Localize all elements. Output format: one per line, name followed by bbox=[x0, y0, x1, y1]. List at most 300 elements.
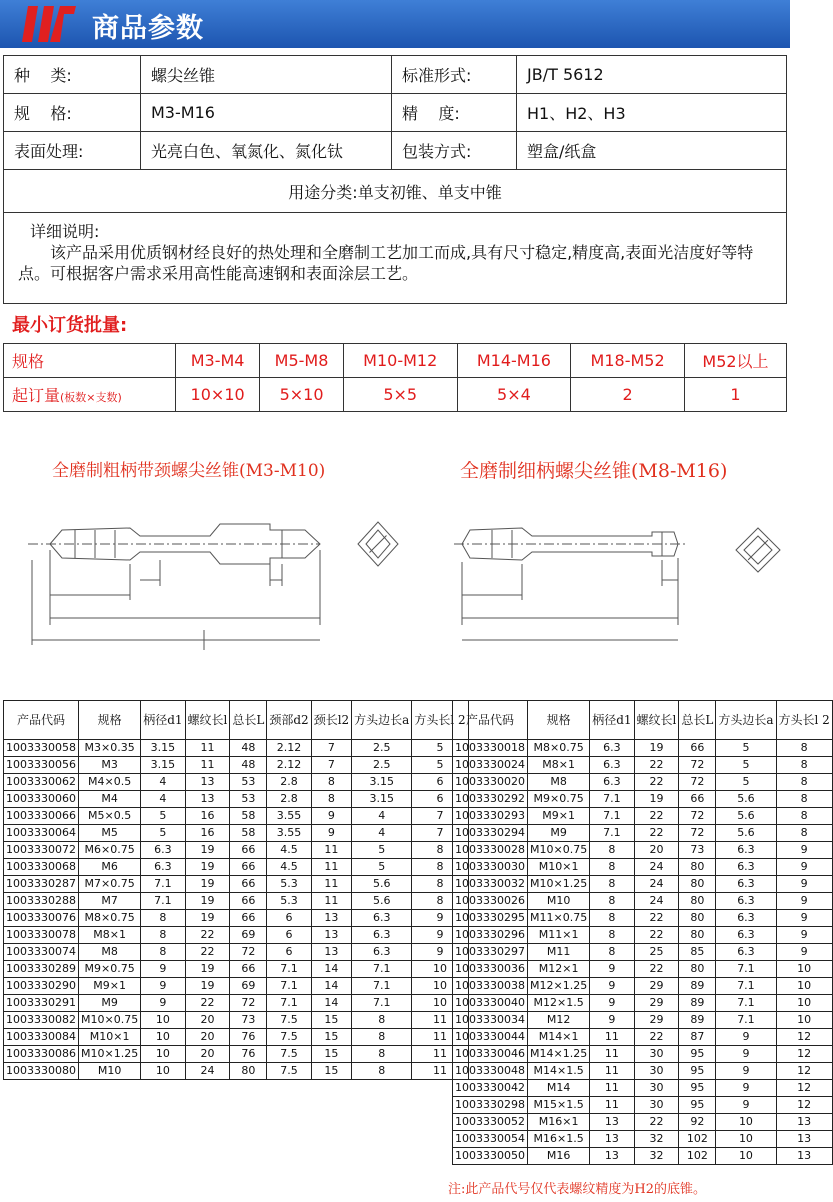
table-cell: 9 bbox=[776, 927, 832, 944]
precision-label: 精 度: bbox=[392, 94, 517, 132]
table-cell: 6.3 bbox=[716, 910, 776, 927]
table-cell: 9 bbox=[776, 842, 832, 859]
table-cell: 5.3 bbox=[267, 876, 311, 893]
table-cell: 9 bbox=[141, 995, 185, 1012]
column-header: 螺纹长l bbox=[634, 701, 679, 740]
table-cell: 11 bbox=[590, 1063, 634, 1080]
min-order-spec-cell: M52以上 bbox=[684, 344, 786, 378]
table-cell: 16 bbox=[185, 825, 230, 842]
table-row bbox=[453, 791, 833, 808]
table-cell: 5 bbox=[141, 825, 185, 842]
table-cell: M9×1 bbox=[528, 808, 590, 825]
table-row bbox=[453, 1046, 833, 1063]
table-cell: M12 bbox=[528, 1012, 590, 1029]
table-cell: 53 bbox=[230, 774, 267, 791]
table-cell: 95 bbox=[679, 1046, 716, 1063]
table-row bbox=[4, 808, 469, 825]
table-cell: 7 bbox=[311, 740, 351, 757]
table-row bbox=[4, 1046, 469, 1063]
column-header: 螺纹长l bbox=[185, 701, 230, 740]
table-cell: M10×1 bbox=[79, 1029, 141, 1046]
table-cell: 8 bbox=[352, 1046, 412, 1063]
table-cell: 11 bbox=[412, 1029, 468, 1046]
table-cell: 95 bbox=[679, 1063, 716, 1080]
table-cell: 1003330060 bbox=[4, 791, 79, 808]
table-row bbox=[4, 893, 469, 910]
table-cell: 7.1 bbox=[352, 995, 412, 1012]
table-cell: 7.1 bbox=[716, 995, 776, 1012]
table-cell: 6 bbox=[267, 944, 311, 961]
min-order-qty-cell: 1 bbox=[684, 378, 786, 412]
table-cell: 29 bbox=[634, 995, 679, 1012]
table-cell: 95 bbox=[679, 1097, 716, 1114]
table-cell: 8 bbox=[412, 876, 468, 893]
table-cell: 4 bbox=[352, 825, 412, 842]
table-cell: M8 bbox=[528, 774, 590, 791]
table-cell: 19 bbox=[185, 910, 230, 927]
table-cell: 1003330030 bbox=[453, 859, 528, 876]
table-cell: 9 bbox=[776, 876, 832, 893]
table-cell: 5 bbox=[352, 842, 412, 859]
min-order-qty-cell: 5×4 bbox=[457, 378, 571, 412]
table-cell: 19 bbox=[185, 842, 230, 859]
table-cell: M16 bbox=[528, 1148, 590, 1165]
table-cell: M9×0.75 bbox=[79, 961, 141, 978]
table-cell: 20 bbox=[185, 1012, 230, 1029]
table-cell: 1003330038 bbox=[453, 978, 528, 995]
table-cell: 4 bbox=[352, 808, 412, 825]
column-header: 总长L bbox=[679, 701, 716, 740]
table-cell: 1003330290 bbox=[4, 978, 79, 995]
table-row bbox=[4, 876, 469, 893]
table-cell: 1003330050 bbox=[453, 1148, 528, 1165]
table-cell: 15 bbox=[311, 1046, 351, 1063]
table-cell: 14 bbox=[311, 978, 351, 995]
table-cell: M7 bbox=[79, 893, 141, 910]
table-cell: 48 bbox=[230, 757, 267, 774]
table-cell: 8 bbox=[141, 927, 185, 944]
table-cell: 2.12 bbox=[267, 757, 311, 774]
table-cell: M10×0.75 bbox=[79, 1012, 141, 1029]
table-cell: 1003330074 bbox=[4, 944, 79, 961]
table-cell: 8 bbox=[412, 893, 468, 910]
table-row bbox=[453, 961, 833, 978]
table-cell: M10×0.75 bbox=[528, 842, 590, 859]
table-cell: 73 bbox=[230, 1012, 267, 1029]
table-cell: 80 bbox=[679, 876, 716, 893]
table-cell: 1003330295 bbox=[453, 910, 528, 927]
table-cell: 4 bbox=[141, 774, 185, 791]
table-cell: 1003330052 bbox=[453, 1114, 528, 1131]
table-cell: 10 bbox=[776, 1012, 832, 1029]
table-cell: 11 bbox=[590, 1097, 634, 1114]
min-order-spec-cell: M14-M16 bbox=[457, 344, 571, 378]
table-cell: 13 bbox=[311, 944, 351, 961]
table-cell: 13 bbox=[776, 1148, 832, 1165]
table-cell: 9 bbox=[412, 927, 468, 944]
table-cell: 1003330044 bbox=[453, 1029, 528, 1046]
precision-value: H1、H2、H3 bbox=[517, 94, 787, 132]
table-cell: 7.1 bbox=[590, 808, 634, 825]
table-cell: 6.3 bbox=[352, 944, 412, 961]
table-cell: M14 bbox=[528, 1080, 590, 1097]
table-cell: 80 bbox=[679, 910, 716, 927]
table-cell: 19 bbox=[185, 961, 230, 978]
table-cell: 1003330042 bbox=[453, 1080, 528, 1097]
table-cell: 29 bbox=[634, 1012, 679, 1029]
table-row bbox=[4, 791, 469, 808]
table-cell: M11 bbox=[528, 944, 590, 961]
table-row bbox=[4, 944, 469, 961]
table-cell: 22 bbox=[634, 825, 679, 842]
table-cell: 30 bbox=[634, 1063, 679, 1080]
pack-label: 包装方式: bbox=[392, 132, 517, 170]
table-cell: 15 bbox=[311, 1012, 351, 1029]
table-cell: 11 bbox=[185, 740, 230, 757]
table-cell: 24 bbox=[634, 893, 679, 910]
table-cell: M6 bbox=[79, 859, 141, 876]
table-cell: M11×0.75 bbox=[528, 910, 590, 927]
table-cell: 102 bbox=[679, 1148, 716, 1165]
table-cell: 1003330064 bbox=[4, 825, 79, 842]
table-cell: 1003330020 bbox=[453, 774, 528, 791]
table-cell: 10 bbox=[412, 995, 468, 1012]
table-cell: 10 bbox=[141, 1029, 185, 1046]
diagram-right-title: 全磨制细柄螺尖丝锥(M8-M16) bbox=[460, 460, 728, 482]
table-cell: 13 bbox=[590, 1148, 634, 1165]
table-cell: 72 bbox=[679, 808, 716, 825]
table-cell: 6 bbox=[267, 910, 311, 927]
table-cell: 22 bbox=[634, 927, 679, 944]
table-cell: 11 bbox=[311, 842, 351, 859]
footnote: 注:此产品代号仅代表螺纹精度为H2的底锥。 bbox=[448, 1182, 706, 1197]
table-cell: 7 bbox=[311, 757, 351, 774]
table-cell: 3.55 bbox=[267, 825, 311, 842]
table-row bbox=[4, 859, 469, 876]
table-cell: M11×1 bbox=[528, 927, 590, 944]
table-cell: 22 bbox=[634, 961, 679, 978]
detail-title: 详细说明: bbox=[30, 222, 100, 241]
type-value: 螺尖丝锥 bbox=[141, 56, 392, 94]
table-cell: 5.3 bbox=[267, 893, 311, 910]
table-cell: 89 bbox=[679, 995, 716, 1012]
table-row bbox=[453, 978, 833, 995]
table-cell: M6×0.75 bbox=[79, 842, 141, 859]
table-cell: 13 bbox=[311, 910, 351, 927]
table-cell: 10 bbox=[412, 961, 468, 978]
table-cell: 13 bbox=[185, 791, 230, 808]
table-cell: 8 bbox=[352, 1029, 412, 1046]
table-cell: 66 bbox=[230, 876, 267, 893]
column-header: 柄径d1 bbox=[141, 701, 185, 740]
table-cell: 5.6 bbox=[352, 893, 412, 910]
table-row bbox=[453, 774, 833, 791]
table-cell: 72 bbox=[679, 757, 716, 774]
table-cell: 22 bbox=[634, 1114, 679, 1131]
table-cell: 14 bbox=[311, 961, 351, 978]
table-cell: 69 bbox=[230, 978, 267, 995]
min-order-qty-cell: 5×10 bbox=[260, 378, 344, 412]
table-cell: M5×0.5 bbox=[79, 808, 141, 825]
table-cell: 1003330028 bbox=[453, 842, 528, 859]
table-cell: 13 bbox=[776, 1114, 832, 1131]
table-cell: 5 bbox=[412, 740, 468, 757]
table-cell: 1003330078 bbox=[4, 927, 79, 944]
table-cell: 1003330086 bbox=[4, 1046, 79, 1063]
table-cell: 22 bbox=[185, 927, 230, 944]
table-cell: 6.3 bbox=[590, 774, 634, 791]
table-cell: 3.15 bbox=[352, 774, 412, 791]
table-cell: 2.5 bbox=[352, 740, 412, 757]
spec-label: 规 格: bbox=[4, 94, 141, 132]
table-cell: 3.15 bbox=[141, 757, 185, 774]
table-cell: 19 bbox=[185, 876, 230, 893]
table-cell: 1003330288 bbox=[4, 893, 79, 910]
table-cell: 5 bbox=[716, 774, 776, 791]
table-cell: 7.5 bbox=[267, 1029, 311, 1046]
table-cell: 7.1 bbox=[716, 961, 776, 978]
table-cell: 20 bbox=[185, 1029, 230, 1046]
table-row bbox=[4, 927, 469, 944]
table-row bbox=[453, 757, 833, 774]
table-cell: 87 bbox=[679, 1029, 716, 1046]
table-cell: 1003330080 bbox=[4, 1063, 79, 1080]
table-cell: 1003330287 bbox=[4, 876, 79, 893]
surface-value: 光亮白色、氧氮化、氮化钛 bbox=[141, 132, 392, 170]
table-cell: M10×1.25 bbox=[528, 876, 590, 893]
table-cell: M10 bbox=[79, 1063, 141, 1080]
fine-shank-tap-drawing bbox=[452, 500, 786, 660]
table-cell: 11 bbox=[590, 1046, 634, 1063]
table-row bbox=[4, 1029, 469, 1046]
table-cell: 8 bbox=[311, 774, 351, 791]
table-row bbox=[453, 1114, 833, 1131]
brand-logo-icon bbox=[20, 4, 80, 44]
qty-label-note: (板数×支数) bbox=[60, 391, 122, 404]
fine-shank-spec-table bbox=[452, 700, 833, 1165]
table-cell: 53 bbox=[230, 791, 267, 808]
table-cell: 1003330034 bbox=[453, 1012, 528, 1029]
table-cell: 11 bbox=[590, 1029, 634, 1046]
table-cell: 73 bbox=[679, 842, 716, 859]
table-cell: 5.6 bbox=[716, 791, 776, 808]
table-cell: 66 bbox=[230, 961, 267, 978]
column-header: 颈长l2 bbox=[311, 701, 351, 740]
table-cell: 1003330072 bbox=[4, 842, 79, 859]
table-cell: 80 bbox=[679, 927, 716, 944]
table-row bbox=[453, 1063, 833, 1080]
table-cell: 8 bbox=[590, 859, 634, 876]
min-order-spec-cell: M3-M4 bbox=[176, 344, 260, 378]
table-cell: 9 bbox=[776, 910, 832, 927]
table-cell: 76 bbox=[230, 1046, 267, 1063]
table-cell: 10 bbox=[141, 1063, 185, 1080]
table-cell: 1003330058 bbox=[4, 740, 79, 757]
table-cell: 4.5 bbox=[267, 859, 311, 876]
column-header: 柄径d1 bbox=[590, 701, 634, 740]
table-cell: 72 bbox=[230, 995, 267, 1012]
table-row bbox=[4, 995, 469, 1012]
table-cell: 6.3 bbox=[590, 740, 634, 757]
table-cell: 6.3 bbox=[716, 944, 776, 961]
table-cell: 10 bbox=[716, 1114, 776, 1131]
table-cell: 8 bbox=[590, 893, 634, 910]
table-cell: 66 bbox=[230, 842, 267, 859]
table-cell: 9 bbox=[311, 808, 351, 825]
table-cell: 12 bbox=[776, 1029, 832, 1046]
table-cell: 11 bbox=[412, 1046, 468, 1063]
table-cell: 7.1 bbox=[716, 978, 776, 995]
table-cell: 80 bbox=[230, 1063, 267, 1080]
page-title: 商品参数 bbox=[92, 13, 204, 44]
table-cell: 76 bbox=[230, 1029, 267, 1046]
table-cell: 7.5 bbox=[267, 1063, 311, 1080]
table-cell: 22 bbox=[185, 995, 230, 1012]
table-cell: 66 bbox=[679, 791, 716, 808]
surface-label: 表面处理: bbox=[4, 132, 141, 170]
min-order-qty-cell: 10×10 bbox=[176, 378, 260, 412]
table-cell: 2.8 bbox=[267, 774, 311, 791]
table-cell: 9 bbox=[716, 1046, 776, 1063]
table-cell: 69 bbox=[230, 927, 267, 944]
diagram-left-title: 全磨制粗柄带颈螺尖丝锥(M3-M10) bbox=[52, 461, 326, 481]
table-row bbox=[4, 978, 469, 995]
table-cell: 12 bbox=[776, 1080, 832, 1097]
table-cell: M16×1 bbox=[528, 1114, 590, 1131]
table-cell: M4 bbox=[79, 791, 141, 808]
table-cell: M14×1.25 bbox=[528, 1046, 590, 1063]
table-cell: 13 bbox=[776, 1131, 832, 1148]
min-order-table bbox=[3, 343, 787, 412]
table-cell: 8 bbox=[590, 910, 634, 927]
table-cell: 7.1 bbox=[590, 791, 634, 808]
table-cell: M14×1 bbox=[528, 1029, 590, 1046]
table-cell: 1003330018 bbox=[453, 740, 528, 757]
table-cell: 6 bbox=[412, 791, 468, 808]
table-cell: 1003330046 bbox=[453, 1046, 528, 1063]
table-cell: M8×0.75 bbox=[79, 910, 141, 927]
table-cell: 20 bbox=[185, 1046, 230, 1063]
column-header: 方头长l 2 bbox=[412, 701, 468, 740]
min-order-spec-cell: M10-M12 bbox=[343, 344, 457, 378]
table-cell: M14×1.5 bbox=[528, 1063, 590, 1080]
table-cell: 6.3 bbox=[352, 927, 412, 944]
min-order-spec-label: 规格 bbox=[4, 344, 176, 378]
table-cell: 7.5 bbox=[267, 1012, 311, 1029]
table-cell: 3.15 bbox=[352, 791, 412, 808]
table-cell: 19 bbox=[185, 978, 230, 995]
table-cell: 2.8 bbox=[267, 791, 311, 808]
std-label: 标准形式: bbox=[392, 56, 517, 94]
table-cell: M10×1 bbox=[528, 859, 590, 876]
table-row bbox=[453, 842, 833, 859]
min-order-qty-cell: 5×5 bbox=[343, 378, 457, 412]
table-cell: 7.1 bbox=[267, 961, 311, 978]
table-row bbox=[453, 859, 833, 876]
table-cell: 6.3 bbox=[590, 757, 634, 774]
table-cell: 48 bbox=[230, 740, 267, 757]
column-header: 方头长l 2 bbox=[776, 701, 832, 740]
table-cell: 9 bbox=[716, 1029, 776, 1046]
table-cell: 7.1 bbox=[267, 978, 311, 995]
table-row bbox=[4, 842, 469, 859]
table-cell: 20 bbox=[634, 842, 679, 859]
usage-text: 用途分类:单支初锥、单支中锥 bbox=[4, 170, 787, 213]
table-cell: 14 bbox=[311, 995, 351, 1012]
table-cell: 9 bbox=[776, 859, 832, 876]
table-cell: 9 bbox=[716, 1063, 776, 1080]
table-cell: M9 bbox=[79, 995, 141, 1012]
column-header: 规格 bbox=[79, 701, 141, 740]
table-cell: 13 bbox=[590, 1114, 634, 1131]
table-cell: 9 bbox=[716, 1097, 776, 1114]
table-cell: 80 bbox=[679, 893, 716, 910]
column-header: 颈部d2 bbox=[267, 701, 311, 740]
table-cell: 72 bbox=[230, 944, 267, 961]
table-cell: M8×1 bbox=[79, 927, 141, 944]
table-cell: 19 bbox=[185, 893, 230, 910]
table-row bbox=[453, 944, 833, 961]
table-row bbox=[4, 825, 469, 842]
table-cell: M10 bbox=[528, 893, 590, 910]
table-cell: 89 bbox=[679, 1012, 716, 1029]
table-cell: 11 bbox=[412, 1063, 468, 1080]
table-cell: 5 bbox=[141, 808, 185, 825]
table-cell: M12×1.5 bbox=[528, 995, 590, 1012]
table-cell: 4 bbox=[141, 791, 185, 808]
table-cell: 1003330298 bbox=[453, 1097, 528, 1114]
table-cell: 7.1 bbox=[141, 893, 185, 910]
table-cell: 66 bbox=[679, 740, 716, 757]
table-cell: 8 bbox=[776, 740, 832, 757]
table-cell: 8 bbox=[590, 876, 634, 893]
table-cell: 1003330076 bbox=[4, 910, 79, 927]
table-row bbox=[453, 876, 833, 893]
table-cell: 8 bbox=[141, 910, 185, 927]
coarse-shank-tap-drawing bbox=[20, 500, 410, 660]
table-cell: 19 bbox=[634, 740, 679, 757]
table-row bbox=[453, 808, 833, 825]
table-cell: 32 bbox=[634, 1148, 679, 1165]
table-cell: 6.3 bbox=[141, 859, 185, 876]
table-cell: 58 bbox=[230, 825, 267, 842]
table-row bbox=[4, 961, 469, 978]
table-cell: 29 bbox=[634, 978, 679, 995]
pack-value: 塑盒/纸盒 bbox=[517, 132, 787, 170]
table-cell: 80 bbox=[679, 859, 716, 876]
table-cell: 9 bbox=[311, 825, 351, 842]
table-cell: 8 bbox=[352, 1012, 412, 1029]
table-row bbox=[453, 1029, 833, 1046]
table-cell: M9×1 bbox=[79, 978, 141, 995]
table-row bbox=[4, 774, 469, 791]
table-cell: 95 bbox=[679, 1080, 716, 1097]
table-cell: M16×1.5 bbox=[528, 1131, 590, 1148]
min-order-spec-cell: M18-M52 bbox=[571, 344, 685, 378]
table-cell: 9 bbox=[590, 995, 634, 1012]
table-cell: 10 bbox=[716, 1131, 776, 1148]
table-cell: 7.1 bbox=[590, 825, 634, 842]
detail-body: 该产品采用优质钢材经良好的热处理和全磨制工艺加工而成,具有尺寸稳定,精度高,表面光洁度好等特点。可根据客户需求采用高性能高速钢和表面涂层工艺。 bbox=[18, 243, 754, 283]
table-cell: 66 bbox=[230, 893, 267, 910]
table-cell: 6.3 bbox=[716, 927, 776, 944]
table-cell: 8 bbox=[590, 944, 634, 961]
table-cell: 9 bbox=[776, 893, 832, 910]
table-cell: 19 bbox=[634, 791, 679, 808]
table-cell: 8 bbox=[776, 825, 832, 842]
table-cell: 9 bbox=[716, 1080, 776, 1097]
table-row bbox=[453, 1097, 833, 1114]
